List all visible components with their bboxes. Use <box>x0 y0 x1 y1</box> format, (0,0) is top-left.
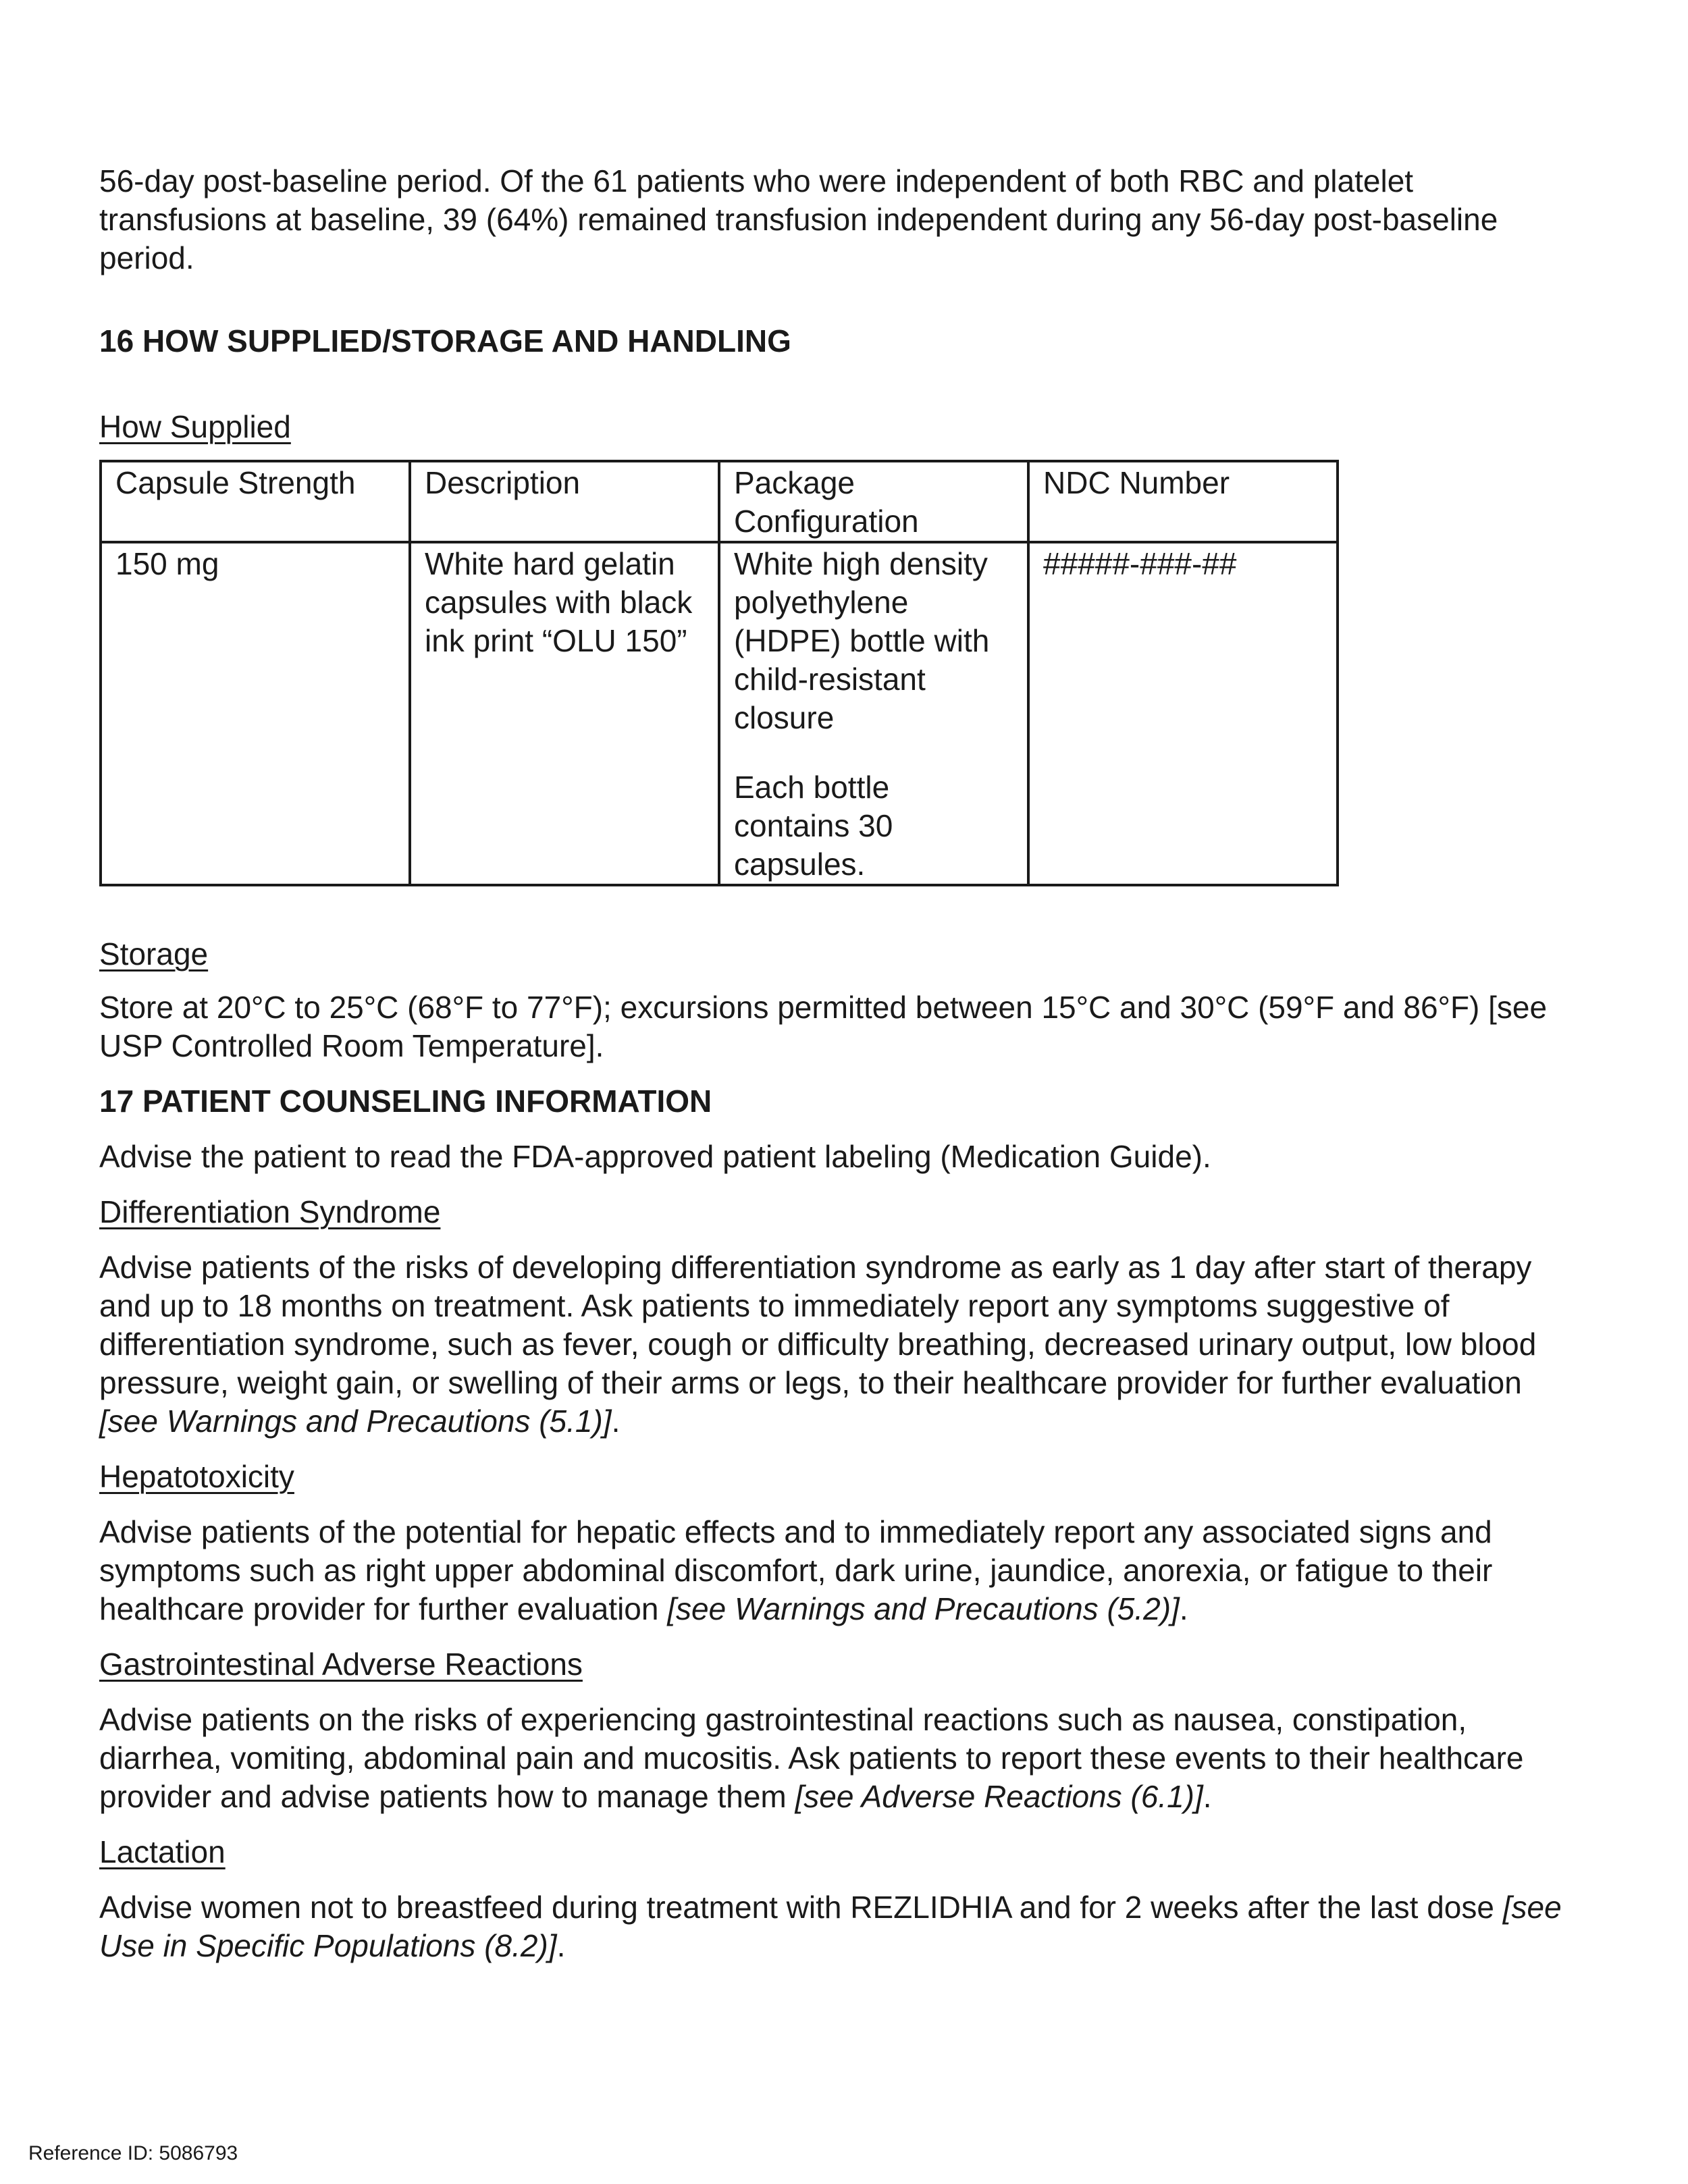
gi-paragraph <box>99 1701 1585 1816</box>
differentiation-end: . <box>611 1404 621 1439</box>
differentiation-text: Advise patients of the risks of developing differentiation syndrome as early as 1 day after start of therapy and up to 18 months on treatment. Ask patients to immediately report any symptoms suggestive of differentiation syndrome, such as fever, cough or difficulty breathing, decreased urinary output, low blood pressure, weight gain, or swelling of their arms or legs, to their healthcare provider for further evaluation <box>99 1250 1537 1400</box>
lactation-subheading: Lactation <box>99 1834 226 1869</box>
hepatotoxicity-paragraph <box>99 1513 1595 1628</box>
storage-subheading: Storage <box>99 936 209 971</box>
lactation-paragraph <box>99 1888 1602 1965</box>
lactation-reference: [see Use in Specific Populations (8.2)] <box>99 1890 1562 1963</box>
intro-paragraph: 56-day post-baseline period. Of the 61 patients who were independent of both RBC and platelet transfusions at baseline, 39 (64%) remained transfusion independent during any 56-day post-baseline period. <box>99 163 1498 275</box>
how-supplied-table <box>99 460 1339 886</box>
reference-id-footer: Reference ID: 5086793 <box>28 2142 238 2164</box>
differentiation-paragraph <box>99 1248 1585 1441</box>
how-supplied-subheading: How Supplied <box>99 409 291 444</box>
cell-ndc: #####-###-## <box>1028 542 1338 885</box>
gi-end: . <box>1203 1779 1212 1814</box>
lactation-text: Advise women not to breastfeed during treatment with REZLIDHIA and for 2 weeks after the last dose <box>99 1890 1503 1925</box>
storage-paragraph: Store at 20°C to 25°C (68°F to 77°F); excursions permitted between 15°C and 30°C (59°F and 86°F) [see USP Controlled Room Temperature]. <box>99 990 1548 1063</box>
cell-description: White hard gelatin capsules with black ink print “OLU 150” <box>410 542 719 885</box>
cell-package-configuration <box>719 542 1028 885</box>
hepatotoxicity-text: Advise patients of the potential for hepatic effects and to immediately report any associated signs and symptoms such as right upper abdominal discomfort, dark urine, jaundice, anorexia, or fatigue to their healthcare provider for further evaluation <box>99 1514 1493 1626</box>
section-17-heading: 17 PATIENT COUNSELING INFORMATION <box>99 1084 712 1119</box>
cell-strength: 150 mg <box>101 542 410 885</box>
section-16-heading: 16 HOW SUPPLIED/STORAGE AND HANDLING <box>99 323 791 358</box>
table-header-row <box>101 461 1338 542</box>
hepatotoxicity-end: . <box>1179 1591 1188 1626</box>
gi-reference: [see Adverse Reactions (6.1)] <box>795 1779 1203 1814</box>
package-count-text: Each bottle contains 30 capsules. <box>734 770 893 882</box>
differentiation-subheading: Differentiation Syndrome <box>99 1194 441 1229</box>
gi-subheading: Gastrointestinal Adverse Reactions <box>99 1647 583 1682</box>
package-bottle-text: White high density polyethylene (HDPE) bottle with child-resistant closure <box>734 546 990 735</box>
header-package-configuration: Package Configuration <box>719 461 1028 542</box>
header-ndc-number: NDC Number <box>1028 461 1338 542</box>
gi-text: Advise patients on the risks of experiencing gastrointestinal reactions such as nausea, constipation, diarrhea, vomiting, abdominal pain and mucositis. Ask patients to report these events to their healthcare provider and advise patients how to manage them <box>99 1702 1524 1814</box>
header-capsule-strength: Capsule Strength <box>101 461 410 542</box>
document-page <box>99 162 1605 1965</box>
hepatotoxicity-reference: [see Warnings and Precautions (5.2)] <box>667 1591 1180 1626</box>
lactation-end: . <box>556 1928 566 1963</box>
counseling-intro: Advise the patient to read the FDA-approved patient labeling (Medication Guide). <box>99 1139 1211 1174</box>
differentiation-reference: [see Warnings and Precautions (5.1)] <box>99 1404 612 1439</box>
header-description: Description <box>410 461 719 542</box>
table-row <box>101 542 1338 885</box>
hepatotoxicity-subheading: Hepatotoxicity <box>99 1459 294 1494</box>
